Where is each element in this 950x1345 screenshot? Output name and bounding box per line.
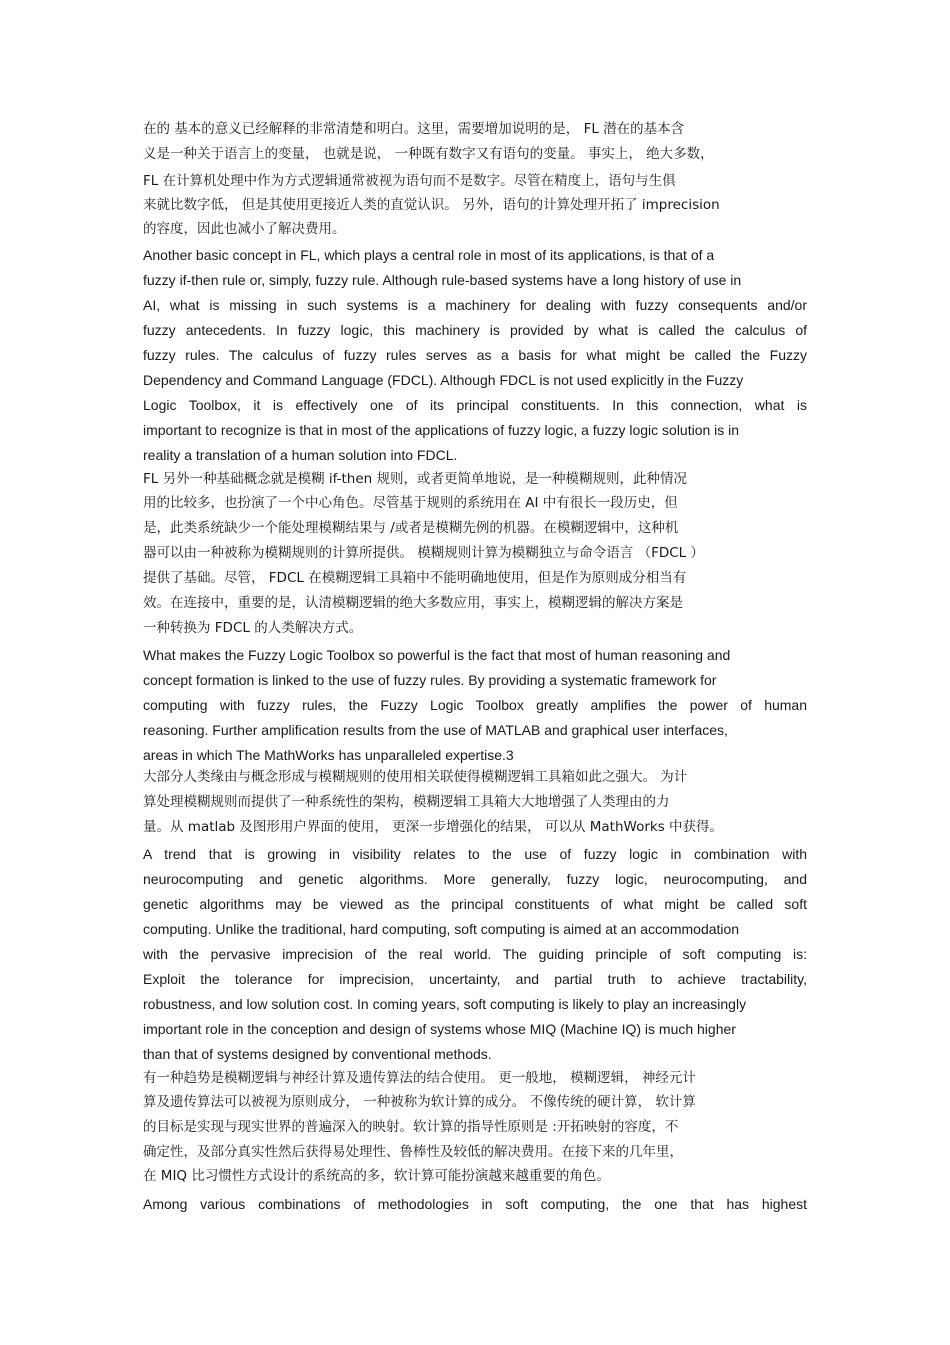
text-line: 器可以由一种被称为模糊规则的计算所提供。 模糊规则计算为模糊独立与命令语言 （FDCL ）: [143, 545, 704, 561]
text-line: 在 MIQ 比习惯性方式设计的系统高的多，软计算可能扮演越来越重要的角色。: [143, 1168, 610, 1184]
text-line: fuzzy if-then rule or, simply, fuzzy rule. Although rule-based systems have a long history of use in: [143, 272, 742, 288]
text-line: 量。从 matlab 及图形用户界面的使用， 更深一步增强化的结果， 可以从 MathWorks 中获得。: [143, 819, 724, 835]
text-line: fuzzy rules. The calculus of fuzzy rules serves as a basis for what might be called the Fuzzy: [143, 347, 807, 363]
text-line: robustness, and low solution cost. In coming years, soft computing is likely to play an increasingly: [143, 996, 747, 1012]
text-line: Exploit the tolerance for imprecision, uncertainty, and partial truth to achieve tractability,: [143, 971, 807, 987]
text-line: Dependency and Command Language (FDCL). Although FDCL is not used explicitly in the Fuzzy: [143, 372, 744, 388]
text-line: 义是一种关于语言上的变量， 也就是说， 一种既有数字又有语句的变量。 事实上， 绝大多数，: [143, 146, 714, 162]
text-line: 在的 基本的意义已经解释的非常清楚和明白。这里，需要增加说明的是， FL 潜在的基本含: [143, 121, 685, 137]
text-line: fuzzy antecedents. In fuzzy logic, this machinery is provided by what is called the calculus of: [143, 322, 807, 338]
text-line: 的容度，因此也减小了解决费用。: [143, 221, 346, 237]
text-line: FL 另外一种基础概念就是模糊 if-then 规则，或者更简单地说，是一种模糊规则，此种情况: [143, 471, 688, 487]
text-line: What makes the Fuzzy Logic Toolbox so powerful is the fact that most of human reasoning and: [143, 647, 731, 663]
text-line: 算处理模糊规则而提供了一种系统性的架构，模糊逻辑工具箱大大地增强了人类理由的力: [143, 794, 670, 810]
text-line: genetic algorithms may be viewed as the principal constituents of what might be called soft: [143, 896, 807, 912]
text-line: reality a translation of a human solution into FDCL.: [143, 447, 458, 463]
text-line: 的目标是实现与现实世界的普遍深入的映射。软计算的指导性原则是 :开拓映射的容度，不: [143, 1119, 679, 1135]
text-line: Logic Toolbox, it is effectively one of its principal constituents. In this connection, what is: [143, 397, 807, 413]
text-line: 一种转换为 FDCL 的人类解决方式。: [143, 620, 363, 636]
text-line: Another basic concept in FL, which plays a central role in most of its applications, is that of a: [143, 247, 715, 263]
text-line: 有一种趋势是模糊逻辑与神经计算及遗传算法的结合使用。 更一般地， 模糊逻辑， 神经元计: [143, 1070, 696, 1086]
text-line: areas in which The MathWorks has unparalleled expertise.3: [143, 747, 514, 763]
text-line: 用的比较多，也扮演了一个中心角色。尽管基于规则的系统用在 AI 中有很长一段历史，但: [143, 495, 678, 511]
text-line: reasoning. Further amplification results from the use of MATLAB and graphical user interfaces,: [143, 722, 728, 738]
text-line: 提供了基础。尽管， FDCL 在模糊逻辑工具箱中不能明确地使用，但是作为原则成分相当有: [143, 570, 687, 586]
text-line: 是，此类系统缺少一个能处理模糊结果与 /或者是模糊先例的机器。在模糊逻辑中，这种机: [143, 520, 679, 536]
text-line: AI, what is missing in such systems is a machinery for dealing with fuzzy consequents and/or: [143, 297, 807, 313]
text-line: 确定性，及部分真实性然后获得易处理性、鲁棒性及较低的解决费用。在接下来的几年里，: [143, 1144, 683, 1160]
text-line: neurocomputing and genetic algorithms. More generally, fuzzy logic, neurocomputing, and: [143, 871, 807, 887]
text-line: 大部分人类缘由与概念形成与模糊规则的使用相关联使得模糊逻辑工具箱如此之强大。 为计: [143, 769, 688, 785]
text-line: A trend that is growing in visibility relates to the use of fuzzy logic in combination with: [143, 846, 807, 862]
text-line: computing with fuzzy rules, the Fuzzy Logic Toolbox greatly amplifies the power of human: [143, 697, 807, 713]
text-line: 效。在连接中，重要的是，认清模糊逻辑的绝大多数应用，事实上，模糊逻辑的解决方案是: [143, 595, 683, 611]
text-line: 算及遗传算法可以被视为原则成分， 一种被称为软计算的成分。 不像传统的硬计算， 软计算: [143, 1094, 696, 1110]
text-line: computing. Unlike the traditional, hard computing, soft computing is aimed at an accommodation: [143, 921, 740, 937]
text-line: concept formation is linked to the use of fuzzy rules. By providing a systematic framework for: [143, 672, 717, 688]
text-line: with the pervasive imprecision of the real world. The guiding principle of soft computing is:: [143, 946, 807, 962]
text-line: important role in the conception and design of systems whose MIQ (Machine IQ) is much higher: [143, 1021, 736, 1037]
text-line: Among various combinations of methodologies in soft computing, the one that has highest: [143, 1196, 807, 1212]
text-line: FL 在计算机处理中作为方式逻辑通常被视为语句而不是数字。尽管在精度上，语句与生俱: [143, 173, 676, 189]
text-line: important to recognize is that in most of the applications of fuzzy logic, a fuzzy logic solution is in: [143, 422, 740, 438]
text-line: 来就比数字低， 但是其使用更接近人类的直觉认识。 另外，语句的计算处理开拓了 imprecision: [143, 197, 720, 213]
text-line: than that of systems designed by conventional methods.: [143, 1046, 492, 1062]
